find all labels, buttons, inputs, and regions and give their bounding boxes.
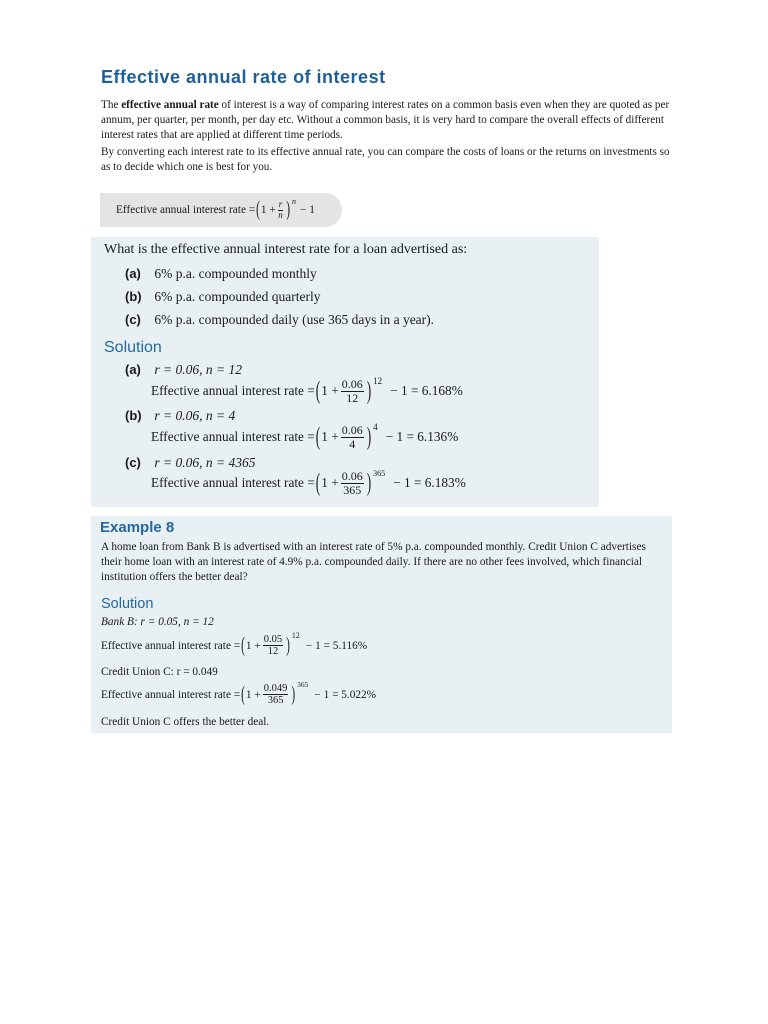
numerator: 0.06: [341, 469, 363, 483]
item-text: 6% p.a. compounded daily (use 365 days in a year).: [154, 312, 435, 327]
section-heading-text: Effective annual rate of interest: [101, 67, 386, 87]
fraction: [263, 634, 283, 657]
equation-label: Effective annual interest rate =: [151, 475, 315, 491]
result: − 1 = 5.022%: [314, 688, 377, 701]
open-paren: (: [241, 634, 245, 657]
exponent: 12: [291, 631, 300, 641]
formula-fraction: [278, 200, 284, 220]
fraction: [341, 378, 364, 404]
one-plus: 1 +: [321, 429, 339, 445]
intro-text: [101, 98, 676, 175]
denominator: 365: [343, 482, 362, 497]
given-values: r = 0.06, n = 4365: [154, 455, 256, 470]
item-label: (a): [125, 362, 141, 377]
solution-c-given: [125, 455, 255, 471]
fraction: [341, 470, 364, 496]
close-paren: ): [286, 634, 290, 657]
solution-c-equation: [151, 467, 466, 497]
question-item-c: [125, 312, 434, 328]
question-text: What is the effective annual interest rate for a loan advertised as:: [104, 242, 468, 257]
numerator: 0.05: [263, 634, 283, 645]
solution-b-given: [125, 408, 235, 424]
numerator: 0.06: [341, 377, 363, 391]
formula-close-paren: ): [286, 198, 291, 222]
equation-label: Effective annual interest rate =: [151, 429, 315, 445]
given-values: r = 0.06, n = 12: [154, 362, 242, 377]
result: − 1 = 6.136%: [385, 429, 459, 445]
item-label: (c): [125, 312, 141, 327]
conclusion-text: Credit Union C offers the better deal.: [101, 716, 270, 728]
intro-p1-start: The: [101, 99, 122, 111]
given-values: r = 0.06, n = 4: [154, 408, 236, 423]
open-paren: (: [315, 375, 321, 405]
example-text: A home loan from Bank B is advertised with an interest rate of 5% p.a. compounded monthly. Credit Union C advertises their home loan with an interest rate of 4.9% p.a. compounded daily. If there are no other fees involved, which financial institution offers the better deal?: [101, 541, 646, 583]
numerator: 0.06: [341, 423, 363, 437]
section-heading-cropped: [101, 67, 386, 94]
denominator: 12: [267, 646, 279, 658]
equation-label: Effective annual interest rate =: [101, 639, 241, 652]
solution-a-equation: [151, 375, 463, 405]
solution-b-equation: [151, 421, 459, 451]
credit-union-given: Credit Union C: r = 0.049: [101, 666, 218, 678]
exponent: 12: [373, 376, 383, 387]
item-text: 6% p.a. compounded quarterly: [154, 289, 321, 304]
exponent: 365: [373, 468, 386, 478]
item-label: (b): [125, 289, 142, 304]
credit-union-equation: [101, 680, 377, 707]
item-text: 6% p.a. compounded monthly: [154, 266, 317, 281]
exponent: 365: [297, 680, 309, 690]
intro-p1-bold-term: effective annual rate: [121, 99, 219, 111]
formula-open-paren: (: [256, 198, 260, 222]
denominator: 4: [349, 436, 356, 451]
one-plus: 1 +: [245, 639, 261, 652]
intro-paragraph-1: [101, 98, 676, 143]
example-solution-heading: Solution: [101, 596, 154, 612]
result: − 1 = 5.116%: [305, 639, 368, 652]
intro-p1-rest: of interest is a way of comparing interest rates on a common basis even when they are quoted as per annum, per quarter, per month, per day etc. Without a common basis, it is very hard to compare the overall effects of different interest rates that are applied at different time periods.: [101, 99, 670, 141]
general-formula-box: [100, 193, 342, 227]
result: − 1 = 6.183%: [393, 475, 466, 491]
example-heading: Example 8: [100, 519, 175, 536]
denominator: 365: [267, 695, 284, 707]
formula-one-plus: 1 +: [260, 204, 276, 216]
close-paren: ): [291, 683, 296, 706]
one-plus: 1 +: [321, 383, 339, 399]
formula-label: Effective annual interest rate =: [116, 204, 256, 216]
equation-label: Effective annual interest rate =: [101, 688, 241, 701]
item-label: (a): [125, 266, 141, 281]
formula-denominator: n: [278, 209, 283, 220]
bank-b-given: Bank B: r = 0.05, n = 12: [101, 616, 214, 628]
solution-heading: Solution: [104, 339, 162, 356]
denominator: 12: [346, 390, 359, 405]
close-paren: ): [366, 421, 372, 451]
formula-tail: − 1: [300, 204, 315, 216]
item-label: (c): [125, 455, 141, 470]
result: − 1 = 6.168%: [390, 383, 463, 399]
open-paren: (: [315, 421, 321, 451]
formula-exponent: n: [292, 196, 297, 206]
open-paren: (: [315, 467, 321, 497]
fraction: [341, 424, 364, 450]
open-paren: (: [241, 683, 245, 706]
intro-paragraph-2: By converting each interest rate to its effective annual rate, you can compare the costs of loans or the returns on investments so as to decide which one is best for you.: [101, 146, 670, 173]
one-plus: 1 +: [245, 688, 261, 701]
question-item-a: [125, 266, 317, 282]
formula-numerator: r: [278, 199, 283, 210]
numerator: 0.049: [263, 683, 288, 694]
one-plus: 1 +: [321, 475, 339, 491]
exponent: 4: [373, 422, 378, 433]
solution-a-given: [125, 362, 242, 378]
item-label: (b): [125, 408, 142, 423]
fraction: [263, 683, 289, 706]
bank-b-equation: [101, 631, 368, 658]
equation-label: Effective annual interest rate =: [151, 383, 315, 399]
close-paren: ): [366, 467, 372, 497]
question-item-b: [125, 289, 320, 305]
close-paren: ): [366, 375, 372, 405]
